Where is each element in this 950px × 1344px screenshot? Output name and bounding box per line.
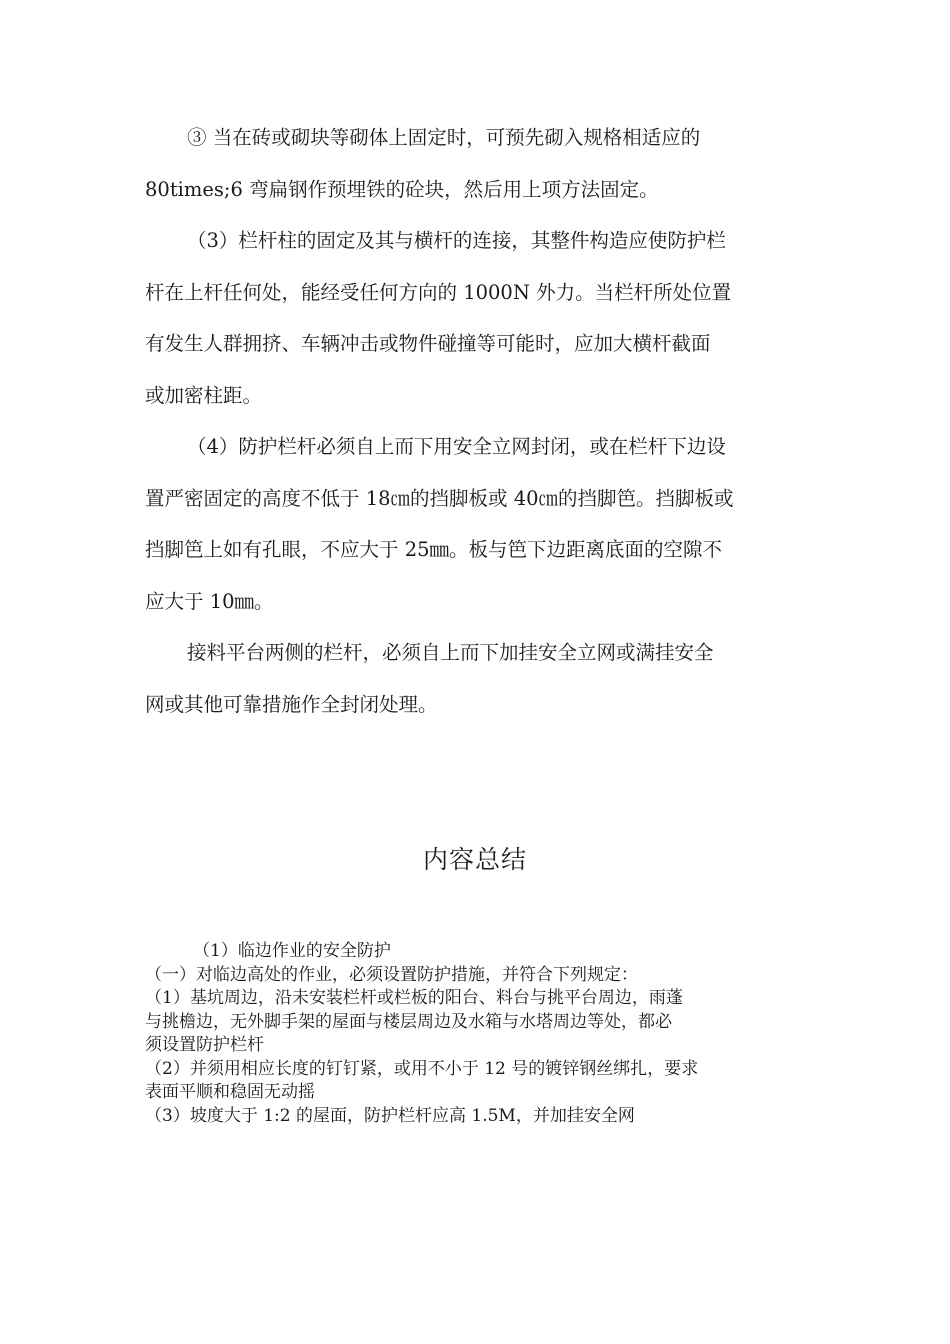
paragraph-3-line-2: 置严密固定的高度不低于 18㎝的挡脚板或 40㎝的挡脚笆。挡脚板或 [145,486,734,510]
paragraph-1-line-1: ③ 当在砖或砌块等砌体上固定时，可预先砌入规格相适应的 [187,126,701,149]
paragraph-4-line-1: 接料平台两侧的栏杆，必须自上而下加挂安全立网或满挂安全 [187,641,714,664]
summary-line: （1）基坑周边，沿未安装栏杆或栏板的阳台、料台与挑平台周边，雨蓬 [145,988,683,1008]
summary-line: 与挑檐边，无外脚手架的屋面与楼层周边及水箱与水塔周边等处，都必 [145,1011,672,1032]
summary-line: 须设置防护栏杆 [145,1035,264,1055]
summary-line: （3）坡度大于 1:2 的屋面，防护栏杆应高 1.5M，并加挂安全网 [145,1105,635,1126]
paragraph-4-line-2: 网或其他可靠措施作全封闭处理。 [145,692,438,716]
paragraph-3-line-3: 挡脚笆上如有孔眼，不应大于 25㎜。板与笆下边距离底面的空隙不 [145,538,723,561]
summary-line: （2）并须用相应长度的钉钉紧，或用不小于 12 号的镀锌钢丝绑扎，要求 [145,1058,699,1079]
summary-line: （一）对临边高处的作业，必须设置防护措施，并符合下列规定： [145,964,638,985]
paragraph-2-line-1: （3）栏杆柱的固定及其与横杆的连接，其整件构造应使防护栏 [187,229,726,252]
summary-title: 内容总结 [422,845,527,874]
paragraph-3-line-1: （4）防护栏杆必须自上而下用安全立网封闭，或在栏杆下边设 [187,435,726,458]
paragraph-2-line-2: 杆在上杆任何处，能经受任何方向的 1000N 外力。当栏杆所处位置 [145,280,732,304]
summary-list [145,940,810,1128]
paragraph-2-line-4: 或加密柱距。 [145,383,263,407]
summary-line: （1）临边作业的安全防护 [193,941,391,961]
summary-line: 表面平顺和稳固无动摇 [145,1082,315,1102]
paragraph-1-line-2: 80times;6 弯扁钢作预埋铁的砼块，然后用上项方法固定。 [145,177,659,201]
paragraph-3-line-4: 应大于 10㎜。 [145,589,274,613]
body-text [145,112,805,730]
paragraph-2-line-3: 有发生人群拥挤、车辆冲击或物件碰撞等可能时，应加大横杆截面 [145,332,711,355]
